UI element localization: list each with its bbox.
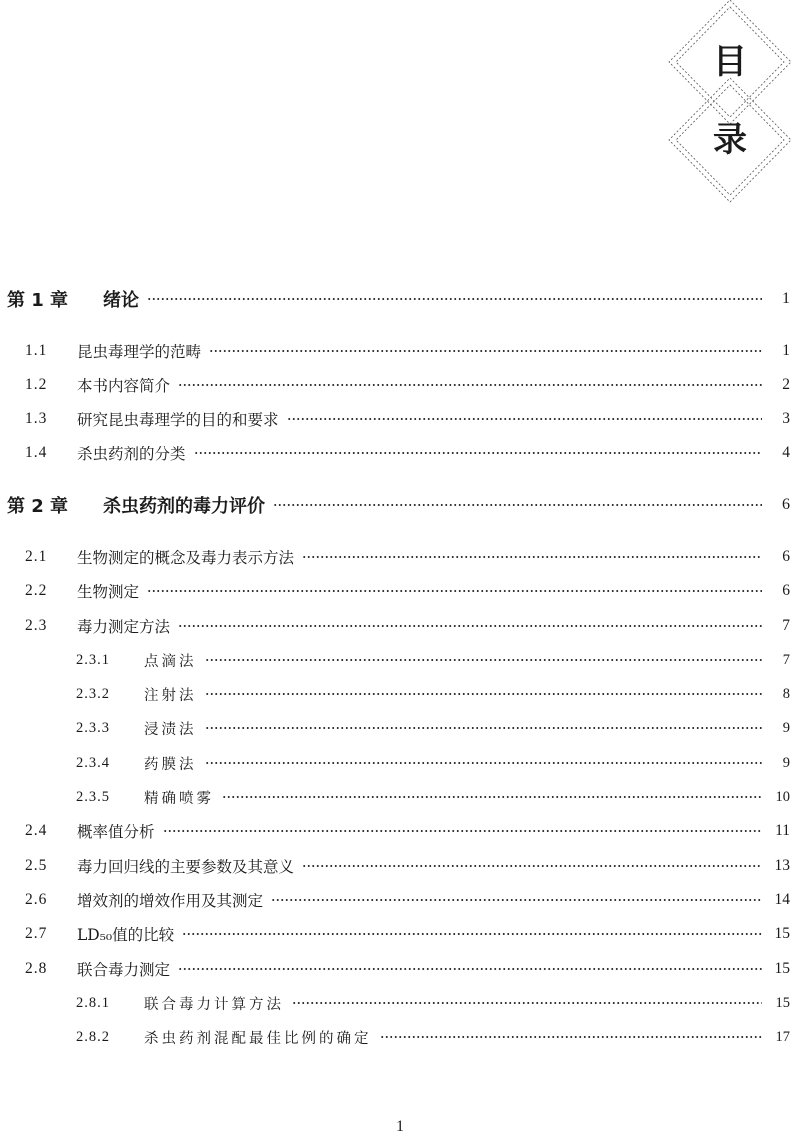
- entry-number: 2.3.2: [76, 685, 110, 702]
- entry-title: 概率值分析: [77, 823, 155, 841]
- entry-title: 昆虫毒理学的范畴: [77, 343, 202, 361]
- entry-page: 1: [782, 342, 790, 359]
- entry-page: 11: [775, 822, 790, 839]
- entry-page: 9: [782, 719, 790, 736]
- entry-page: 6: [782, 496, 790, 513]
- entry-title: 注射法: [144, 687, 197, 704]
- entry-page: 3: [782, 410, 790, 427]
- entry-title: 杀虫药剂的分类: [77, 445, 186, 463]
- entry-number: 第 2 章: [7, 496, 69, 517]
- entry-page: 8: [782, 685, 790, 702]
- entry-title: 杀虫药剂混配最佳比例的确定: [144, 1030, 372, 1047]
- entry-number: 2.7: [25, 925, 48, 942]
- entry-page: 1: [782, 290, 790, 307]
- entry-title: 浸渍法: [144, 721, 197, 738]
- entry-page: 7: [782, 651, 790, 668]
- entry-number: 2.1: [25, 548, 48, 565]
- entry-number: 2.8.1: [76, 994, 110, 1011]
- entry-title: 杀虫药剂的毒力评价: [103, 496, 265, 517]
- dot-leader: [271, 899, 762, 901]
- dot-leader: [222, 796, 762, 798]
- entry-number: 2.8: [25, 960, 48, 977]
- entry-title: 绪论: [103, 290, 139, 311]
- toc-entry-subsection[interactable]: [0, 679, 800, 709]
- toc-entry-section[interactable]: [0, 851, 800, 881]
- toc-entry-section[interactable]: [0, 885, 800, 915]
- dot-leader: [147, 590, 762, 592]
- entry-number: 2.8.2: [76, 1028, 110, 1045]
- dot-leader: [147, 298, 762, 300]
- dot-leader: [182, 933, 762, 935]
- dot-leader: [163, 830, 762, 832]
- toc-entry-section[interactable]: [0, 576, 800, 606]
- toc-entry-section[interactable]: [0, 336, 800, 366]
- toc-entry-subsection[interactable]: [0, 1022, 800, 1052]
- entry-title: 毒力回归线的主要参数及其意义: [77, 858, 295, 876]
- toc-entry-section[interactable]: [0, 542, 800, 572]
- dot-leader: [209, 350, 762, 352]
- entry-page: 6: [782, 548, 790, 565]
- toc-entry-chapter-1[interactable]: [0, 284, 800, 314]
- entry-number: 1.1: [25, 342, 48, 359]
- entry-page: 4: [782, 444, 790, 461]
- entry-number: 2.3.4: [76, 754, 110, 771]
- entry-number: 第 1 章: [7, 290, 69, 311]
- toc-title-char-2: 录: [713, 120, 747, 160]
- entry-page: 2: [782, 376, 790, 393]
- entry-page: 17: [775, 1028, 790, 1045]
- dot-leader: [302, 865, 762, 867]
- entry-page: 15: [774, 960, 790, 977]
- entry-title: 点滴法: [144, 653, 197, 670]
- entry-page: 7: [782, 617, 790, 634]
- dot-leader: [273, 504, 762, 506]
- entry-title: 联合毒力计算方法: [144, 996, 284, 1013]
- dot-leader: [178, 384, 762, 386]
- entry-number: 2.3.3: [76, 719, 110, 736]
- dot-leader: [205, 762, 763, 764]
- entry-title: 本书内容简介: [77, 377, 171, 395]
- dot-leader: [178, 625, 762, 627]
- entry-number: 2.4: [25, 822, 48, 839]
- toc-entry-subsection[interactable]: [0, 713, 800, 743]
- entry-page: 6: [782, 582, 790, 599]
- toc-entry-section[interactable]: [0, 611, 800, 641]
- dot-leader: [178, 968, 762, 970]
- entry-page: 10: [775, 788, 790, 805]
- entry-number: 2.2: [25, 582, 48, 599]
- dot-leader: [205, 659, 763, 661]
- entry-title: 精确喷雾: [144, 790, 214, 807]
- dot-leader: [205, 727, 763, 729]
- toc-entry-subsection[interactable]: [0, 988, 800, 1018]
- dot-leader: [287, 418, 762, 420]
- entry-number: 2.6: [25, 891, 48, 908]
- entry-number: 2.5: [25, 857, 48, 874]
- entry-number: 1.4: [25, 444, 48, 461]
- dot-leader: [292, 1002, 762, 1004]
- toc-entry-chapter-2[interactable]: [0, 490, 800, 520]
- entry-page: 14: [774, 891, 790, 908]
- toc-entry-section[interactable]: [0, 438, 800, 468]
- toc-title-char-1: 目: [713, 42, 747, 82]
- dot-leader: [380, 1036, 763, 1038]
- entry-title: 生物测定: [77, 583, 140, 601]
- footer-page-number: 1: [396, 1118, 404, 1135]
- entry-number: 2.3.5: [76, 788, 110, 805]
- entry-page: 15: [775, 994, 790, 1011]
- toc-entry-section[interactable]: [0, 919, 800, 949]
- entry-title: 生物测定的概念及毒力表示方法: [77, 549, 295, 567]
- entry-title: 增效剂的增效作用及其测定: [77, 892, 264, 910]
- entry-number: 2.3.1: [76, 651, 110, 668]
- entry-title: 毒力测定方法: [77, 618, 171, 636]
- entry-number: 1.2: [25, 376, 48, 393]
- entry-number: 1.3: [25, 410, 48, 427]
- entry-title: 药膜法: [144, 756, 197, 773]
- entry-number: 2.3: [25, 617, 48, 634]
- entry-page: 15: [774, 925, 790, 942]
- toc-entry-section[interactable]: [0, 954, 800, 984]
- entry-title: 研究昆虫毒理学的目的和要求: [77, 411, 279, 429]
- dot-leader: [205, 693, 763, 695]
- entry-page: 9: [782, 754, 790, 771]
- toc-entry-section[interactable]: [0, 404, 800, 434]
- toc-entry-section[interactable]: [0, 816, 800, 846]
- dot-leader: [302, 556, 762, 558]
- toc-entry-subsection[interactable]: [0, 782, 800, 812]
- entry-page: 13: [774, 857, 790, 874]
- title-decoration: [660, 0, 800, 210]
- toc-entry-subsection[interactable]: [0, 748, 800, 778]
- entry-title: LD₅₀值的比较: [77, 926, 175, 944]
- entry-title: 联合毒力测定: [77, 961, 171, 979]
- dot-leader: [194, 452, 762, 454]
- toc-entry-subsection[interactable]: [0, 645, 800, 675]
- toc-entry-section[interactable]: [0, 370, 800, 400]
